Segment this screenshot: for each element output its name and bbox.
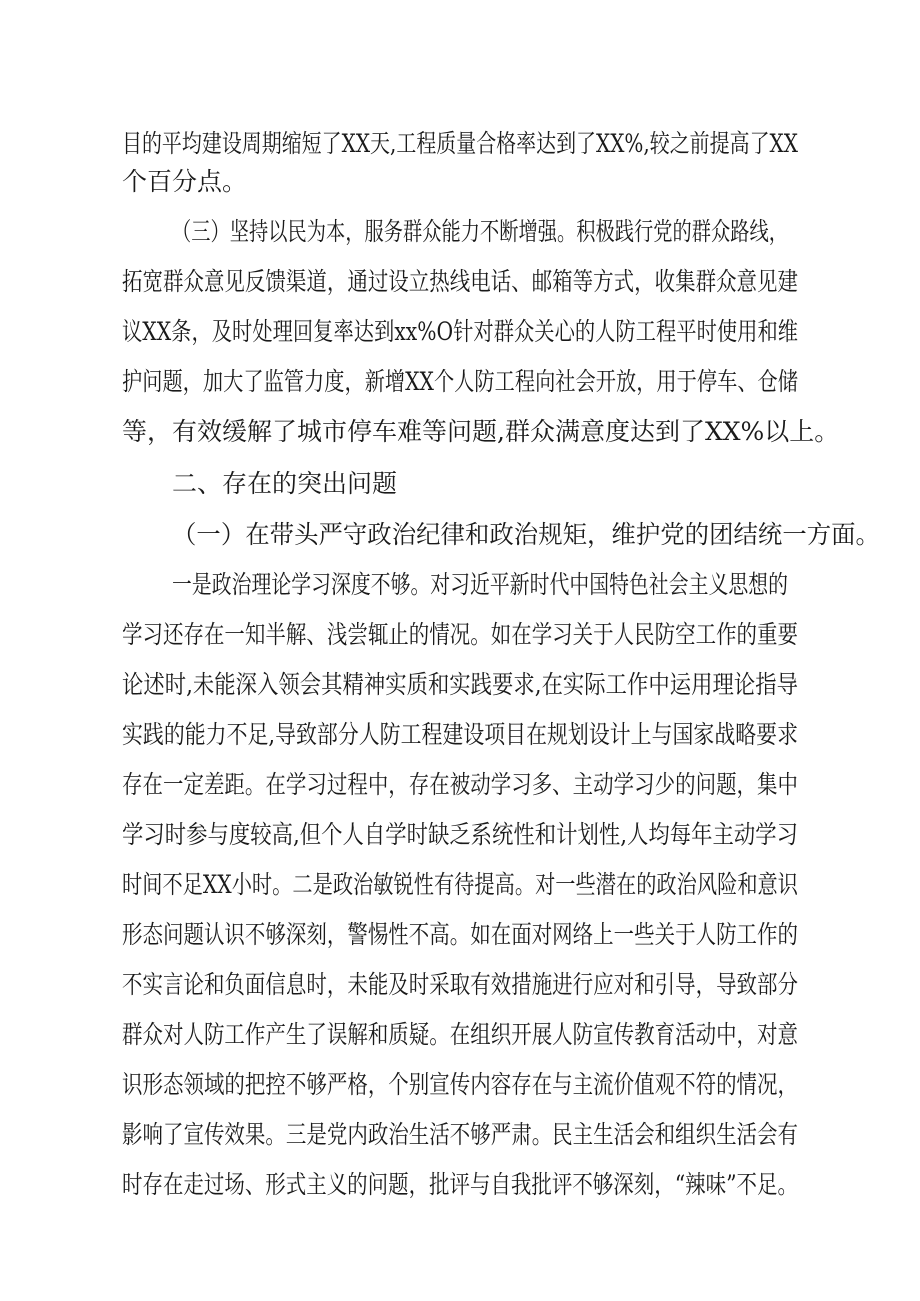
line-text: （一）在带头严守政治纪律和政治规矩，维护党的团结统一方面。 xyxy=(172,520,880,549)
text-line xyxy=(0,409,920,455)
line-text: 护问题，加大了监管力度，新增XX个人防工程向社会开放，用于停车、仓储 xyxy=(122,367,799,396)
line-text: 形态问题认识不够深刻，警惕性不高。如在面对网络上一些关于人防工作的 xyxy=(122,920,799,949)
line-text: 学习还存在一知半解、浅尝辄止的情况。如在学习关于人民防空工作的重要 xyxy=(122,620,799,649)
line-text: 目的平均建设周期缩短了XX天,工程质量合格率达到了XX%,较之前提高了XX xyxy=(122,129,798,158)
line-text: 拓宽群众意见反馈渠道，通过设立热线电话、邮箱等方式，收集群众意见建 xyxy=(122,267,799,296)
line-text: 议XX条，及时处理回复率达到xx%O针对群众关心的人防工程平时使用和维 xyxy=(122,317,799,346)
line-text: 识形态领域的把控不够严格，个别宣传内容存在与主流价值观不符的情况， xyxy=(122,1070,799,1099)
text-line xyxy=(0,159,920,205)
text-line xyxy=(0,762,920,808)
line-text: 一是政治理论学习深度不够。对习近平新时代中国特色社会主义思想的 xyxy=(172,570,788,599)
line-text: 论述时,未能深入领会其精神实质和实践要求,在实际工作中运用理论指导 xyxy=(122,670,798,699)
text-line xyxy=(0,562,920,608)
text-line xyxy=(0,612,920,658)
line-text: 实践的能力不足,导致部分人防工程建设项目在规划设计上与国家战略要求 xyxy=(122,720,799,749)
line-text: 不实言论和负面信息时，未能及时采取有效措施进行应对和引导，导致部分 xyxy=(122,970,799,999)
text-line xyxy=(0,1112,920,1158)
line-text: 二、存在的突出问题 xyxy=(172,469,398,498)
text-line xyxy=(0,359,920,405)
text-line xyxy=(0,962,920,1008)
line-text: 个百分点。 xyxy=(122,167,248,196)
text-line xyxy=(0,1012,920,1058)
line-text: 等，有效缓解了城市停车难等问题,群众满意度达到了XX%以上。 xyxy=(122,417,840,446)
subsection-heading xyxy=(0,512,920,558)
text-line xyxy=(0,209,920,255)
line-text: （三）坚持以民为本，服务群众能力不断增强。积极践行党的群众路线， xyxy=(172,217,789,246)
text-line xyxy=(0,1162,920,1208)
line-text: 存在一定差距。在学习过程中，存在被动学习多、主动学习少的问题，集中 xyxy=(122,770,799,799)
text-line xyxy=(0,1062,920,1108)
text-line xyxy=(0,912,920,958)
text-line xyxy=(0,812,920,858)
text-line xyxy=(0,662,920,708)
text-line xyxy=(0,309,920,355)
section-heading xyxy=(0,461,920,507)
line-text: 学习时参与度较高,但个人自学时缺乏系统性和计划性,人均每年主动学习 xyxy=(122,820,798,849)
text-line xyxy=(0,712,920,758)
text-line xyxy=(0,862,920,908)
line-text: 群众对人防工作产生了误解和质疑。在组织开展人防宣传教育活动中，对意 xyxy=(122,1020,799,1049)
text-line xyxy=(0,259,920,305)
line-text: 时存在走过场、形式主义的问题，批评与自我批评不够深刻，“辣味”不足。 xyxy=(122,1170,798,1199)
line-text: 影响了宣传效果。三是党内政治生活不够严肃。民主生活会和组织生活会有 xyxy=(122,1120,799,1149)
line-text: 时间不足XX小时。二是政治敏锐性有待提高。对一些潜在的政治风险和意识 xyxy=(122,870,799,899)
